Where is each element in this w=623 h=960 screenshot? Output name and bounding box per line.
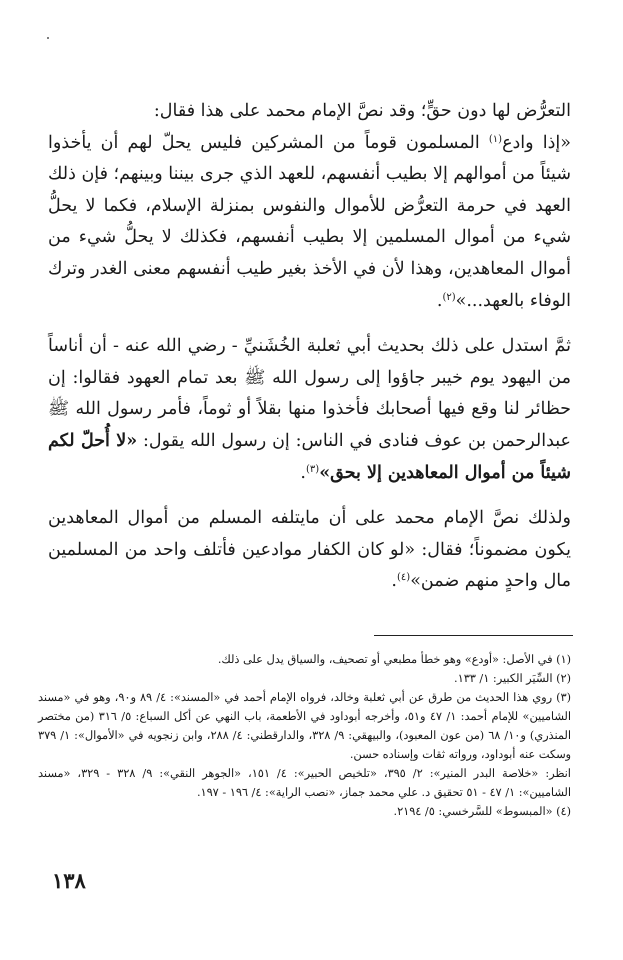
footnote-ref-4: (٤) xyxy=(397,572,411,584)
quote-open: «إذا وادع xyxy=(502,132,571,153)
paragraph-2: «إذا وادع$^{(١)}$ المسلمون قوماً من المشركين فليس يحلّ لهم أن يأخذوا شيئاً من أموالهم إلا بطيب أنفسهم، للعهد الذي جرى بيننا وبينهم؛ فإن ذلك العهد في حرمة التعرُّض للأموال والنفوس بمنزلة الإسلام، فكما لا يحلُّ شيء من أموال المسلمين إلا بطيب أنفسهم، فكذلك لا يحلُّ شيء من أموال المعاهدين، وهذا لأن في الأخذ بغير طيب أنفسهم معنى الغدر وترك الوفاء بالعهد...»$^{(٢)}$. xyxy=(48,132,571,311)
footnotes xyxy=(38,650,571,821)
footnote-3-see-also: انظر: «خلاصة البدر المنير»: ٢/ ٣٩٥، «تلخيص الحبير»: ٤/ ١٥١، «الجوهر النقي»: ٩/ ٣٢٨ - ٣٢٩، «مسند الشاميين»: ١/ ٤٧ - ٥١ تحقيق د. علي محمد جماز، «نصب الراية»: ٤/ ١٩٦ - ١٩٧. xyxy=(38,767,571,799)
page-number: ١٣٨ xyxy=(52,868,86,893)
hadith-quote: «لا أُحلّ لكم شيئاً من أموال المعاهدين إلا بحق» xyxy=(48,430,571,483)
paragraph-1: التعرُّض لها دون حقٍّ؛ وقد نصَّ الإمام محمد على هذا فقال: xyxy=(153,101,571,121)
footnote-ref-3: (٣) xyxy=(306,463,320,475)
main-text xyxy=(48,96,571,598)
footnote-divider xyxy=(374,635,573,636)
footnote-4: (٤) «المبسوط» للسَّرخسي: ٥/ ٢١٩٤. xyxy=(393,805,571,818)
scan-speck xyxy=(47,37,49,39)
paragraph-3: ثمَّ استدل على ذلك بحديث أبي ثعلبة الخُشَنيِّ - رضي الله عنه - أن أناساً من اليهود يوم خيبر جاؤوا إلى رسول الله ﷺ بعد تمام العهود فقالوا: إن حظائر لنا وقع فيها أصحابك فأخذوا منها بقلاً أو ثوماً، فأمر رسول الله ﷺ عبدالرحمن بن عوف فنادى في الناس: إن رسول الله يقول: «لا أُحلّ لكم شيئاً من أموال المعاهدين إلا بحق»$^{(٣)}$. xyxy=(48,336,571,483)
hadith-narration: ثمَّ استدل على ذلك بحديث أبي ثعلبة الخُشَنيِّ - رضي الله عنه - أن أناساً من اليهود يوم خيبر جاؤوا إلى رسول الله ﷺ بعد تمام العهود فقالوا: إن حظائر لنا وقع فيها أصحابك فأخذوا منها بقلاً أو ثوماً، فأمر رسول الله ﷺ عبدالرحمن بن عوف فنادى في الناس: إن رسول الله يقول: xyxy=(48,336,571,451)
paragraph-4: ولذلك نصَّ الإمام محمد على أن مايتلفه المسلم من أموال المعاهدين يكون مضموناً؛ فقال: «لو كان الكفار موادعين فأتلف واحد من المسلمين مال واحدٍ منهم ضمن»$^{(٤)}$. xyxy=(48,508,571,592)
footnote-1: (١) في الأصل: «أودع» وهو خطأ مطبعي أو تصحيف، والسياق يدل على ذلك. xyxy=(217,653,571,666)
footnote-3: (٣) روي هذا الحديث من طرق عن أبي ثعلبة وخالد، فرواه الإمام أحمد في «المسند»: ٤/ ٨٩ و٩٠، وهو في «مسند الشاميين» للإمام أحمد: ١/ ٤٧ و٥١، وأخرجه أبوداود في الأطعمة، باب النهي عن أكل السباع: ٥/ ٣١٦ (من مختصر المنذري) و١٠/ ٦٨ (من عون المعبود)، والبيهقي: ٩/ ٣٢٨، والدارقطني: ٤/ ٢٨٨، وابن زنجويه في «الأموال»: ١/ ٣٧٩ وسكت عنه أبوداود، ورواته ثقات وإسناده حسن. xyxy=(38,691,572,761)
quote-body: المسلمون قوماً من المشركين فليس يحلّ لهم أن يأخذوا شيئاً من أموالهم إلا بطيب أنفسهم، للعهد الذي جرى بيننا وبينهم؛ فإن ذلك العهد في حرمة التعرُّض للأموال والنفوس بمنزلة الإسلام، فكما لا يحلُّ شيء من أموال المسلمين إلا بطيب أنفسهم، فكذلك لا يحلُّ شيء من أموال المعاهدين، وهذا لأن في الأخذ بغير طيب أنفسهم معنى الغدر وترك الوفاء بالعهد...» xyxy=(48,132,571,311)
footnote-ref-1: (١) xyxy=(488,133,503,145)
footnote-2: (٢) السِّيَر الكبير: ١/ ١٣٣. xyxy=(454,672,571,685)
footnote-ref-2: (٢) xyxy=(442,291,456,303)
paragraph-4-text: ولذلك نصَّ الإمام محمد على أن مايتلفه المسلم من أموال المعاهدين يكون مضموناً؛ فقال: «لو كان الكفار موادعين فأتلف واحد من المسلمين مال واحدٍ منهم ضمن» xyxy=(48,508,571,592)
